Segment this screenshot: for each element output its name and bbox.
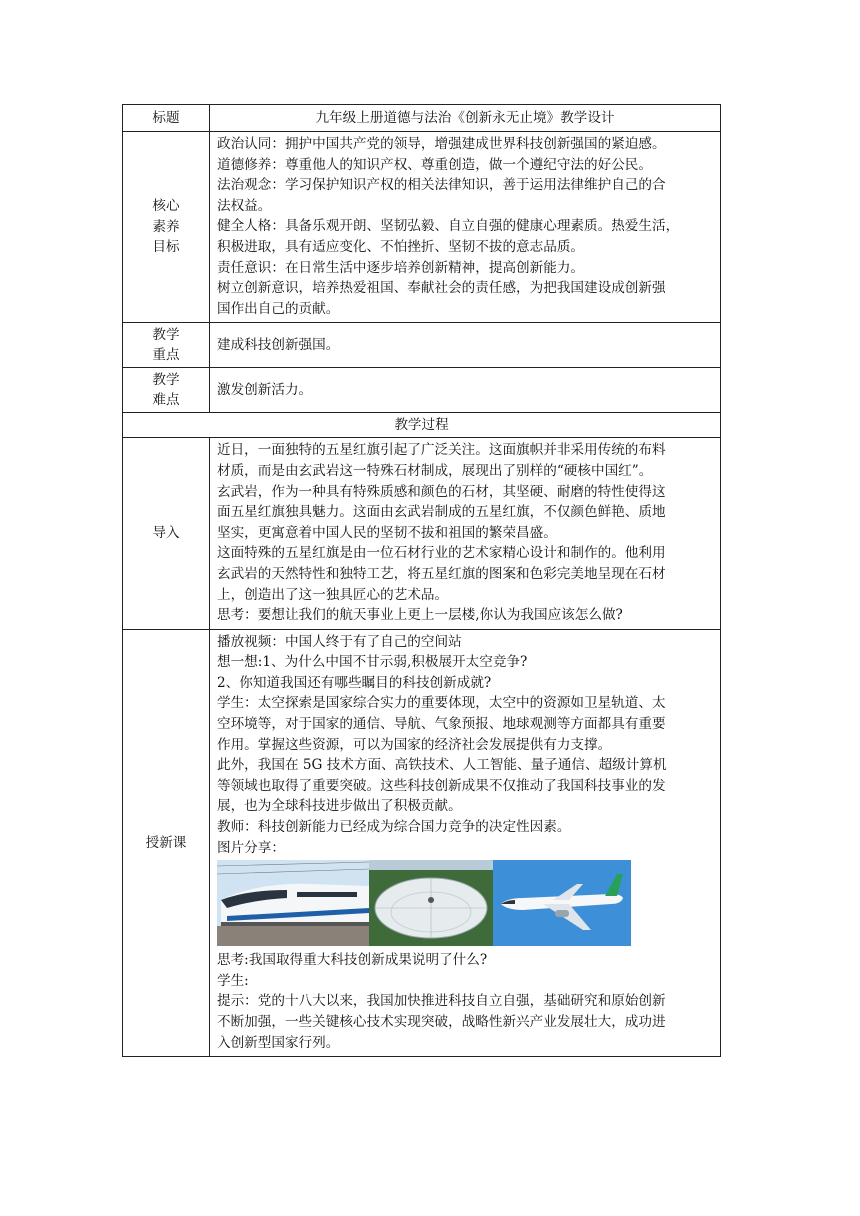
train-illustration (217, 860, 369, 946)
title-label: 标题 (123, 105, 210, 132)
airliner-illustration (493, 860, 631, 946)
core-line: 法治观念：学习保护知识产权的相关法律知识，善于运用法律维护自己的合 (217, 177, 666, 194)
photo-share-strip (217, 860, 717, 946)
intro-content (210, 438, 721, 629)
core-line: 树立创新意识，培养热爱祖国、奉献社会的责任感，为把我国建设成创新强 (217, 280, 666, 297)
process-header-row (123, 413, 721, 438)
fast-telescope-image (369, 860, 493, 946)
intro-line: 上，创造出了这一独具匠心的艺术品。 (217, 586, 449, 603)
new-lesson-row (123, 629, 721, 1057)
lesson-line: 图片分享： (217, 839, 285, 856)
lesson-line: 不断加强，一些关键核心技术实现突破，战略性新兴产业发展壮大，成功进 (217, 1014, 666, 1030)
process-header: 教学过程 (123, 413, 721, 438)
train-track (217, 926, 369, 946)
difficulty-row (123, 368, 721, 413)
lesson-line: 入创新型国家行列。 (217, 1034, 340, 1051)
core-line: 法权益。 (217, 197, 272, 214)
core-line: 道德修养：尊重他人的知识产权、尊重创造，做一个遵纪守法的好公民。 (217, 156, 652, 173)
lesson-line: 思考:我国取得重大科技创新成果说明了什么? (217, 952, 488, 969)
key-point-label-line-2: 重点 (152, 347, 180, 364)
lesson-plan-page (122, 104, 721, 1057)
telescope-illustration (369, 860, 493, 946)
intro-line: 思考：要想让我们的航天事业上更上一层楼,你认为我国应该怎么做? (217, 607, 623, 624)
key-point-label (123, 323, 210, 368)
difficulty-label-line-2: 难点 (152, 392, 180, 409)
lesson-line: 想一想:1、为什么中国不甘示弱,积极展开太空竞争? (217, 654, 528, 671)
title-row (123, 105, 721, 132)
title-value: 九年级上册道德与法治《创新永无止境》教学设计 (210, 105, 721, 132)
intro-line: 材质，而是由玄武岩这一特殊石材制成，展现出了别样的“硬核中国红”。 (217, 462, 653, 479)
lesson-plan-table (122, 104, 721, 1057)
core-label-line-3: 目标 (152, 239, 180, 256)
lesson-line: 展，也为全球科技进步做出了积极贡献。 (217, 798, 462, 815)
core-label-line-2: 素养 (152, 218, 180, 235)
core-line: 政治认同：拥护中国共产党的领导，增强建成世界科技创新强国的紧迫感。 (217, 136, 666, 152)
lesson-line: 学生：太空探索是国家综合实力的重要体现，太空中的资源如卫星轨道、太 (217, 695, 666, 712)
difficulty-value: 激发创新活力。 (210, 368, 721, 413)
intro-line: 玄武岩的天然特性和独特工艺，将五星红旗的图案和色彩完美地呈现在石材 (217, 565, 666, 582)
intro-label: 导入 (123, 438, 210, 629)
lesson-line: 空环境等，对于国家的通信、导航、气象预报、地球观测等方面都具有重要 (217, 716, 666, 733)
intro-line: 这面特殊的五星红旗是由一位石材行业的艺术家精心设计和制作的。他利用 (217, 545, 666, 562)
lesson-line: 播放视频：中国人终于有了自己的空间站 (217, 633, 462, 650)
lesson-line: 2、你知道我国还有哪些瞩目的科技创新成就? (217, 674, 492, 691)
core-label-line-1: 核心 (152, 198, 180, 215)
intro-row (123, 438, 721, 629)
lesson-line: 教师：科技创新能力已经成为综合国力竞争的决定性因素。 (217, 819, 571, 836)
high-speed-train-image (217, 860, 369, 946)
new-lesson-label: 授新课 (123, 629, 210, 1057)
core-line: 责任意识：在日常生活中逐步培养创新精神，提高创新能力。 (217, 259, 585, 276)
intro-line: 近日，一面独特的五星红旗引起了广泛关注。这面旗帜并非采用传统的布料 (217, 442, 666, 459)
core-line: 国作出自己的贡献。 (217, 300, 340, 317)
intro-line: 玄武岩，作为一种具有特殊质感和颜色的石材，其坚硬、耐磨的特性使得这 (217, 483, 666, 500)
new-lesson-content (210, 629, 721, 1057)
intro-line: 坚实，更寓意着中国人民的坚韧不拔和祖国的繁荣昌盛。 (217, 524, 557, 541)
core-literacy-row (123, 132, 721, 323)
lesson-line: 作用。掌握这些资源，可以为国家的经济社会发展提供有力支撑。 (217, 736, 612, 753)
core-literacy-content (210, 132, 721, 323)
difficulty-label-line-1: 教学 (152, 371, 180, 388)
lesson-line: 此外，我国在 5G 技术方面、高铁技术、人工智能、量子通信、超级计算机 (217, 757, 667, 774)
lesson-line: 学生: (217, 972, 249, 989)
key-point-value: 建成科技创新强国。 (210, 323, 721, 368)
lesson-line: 提示：党的十八大以来，我国加快推进科技自立自强，基础研究和原始创新 (217, 993, 666, 1010)
difficulty-label (123, 368, 210, 413)
core-line: 健全人格：具备乐观开朗、坚韧弘毅、自立自强的健康心理素质。热爱生活， (217, 218, 680, 235)
c919-airliner-image (493, 860, 631, 946)
core-literacy-label (123, 132, 210, 323)
core-line: 积极进取，具有适应变化、不怕挫折、坚韧不拔的意志品质。 (217, 238, 585, 255)
key-point-label-line-1: 教学 (152, 326, 180, 343)
lesson-line: 等领域也取得了重要突破。这些科技创新成果不仅推动了我国科技事业的发 (217, 777, 666, 794)
intro-line: 面五星红旗独具魅力。这面由玄武岩制成的五星红旗，不仅颜色鲜艳、质地 (217, 504, 666, 521)
key-point-row (123, 323, 721, 368)
